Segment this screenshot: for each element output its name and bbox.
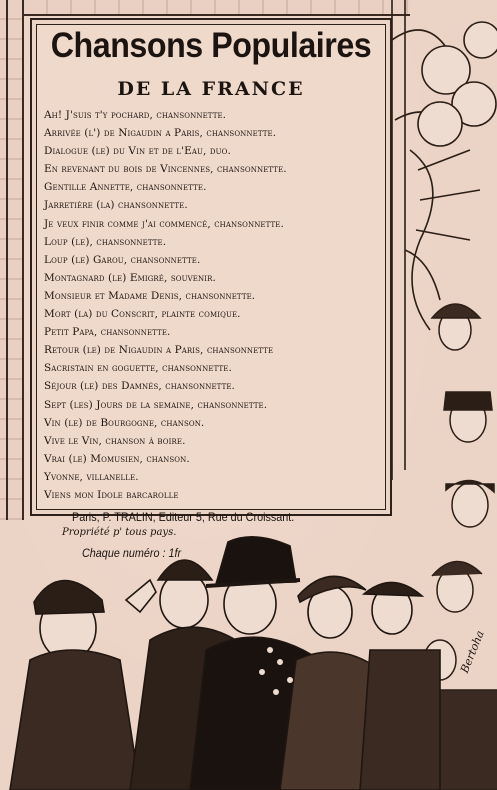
song-item: Gentille Annette, chansonnette. (44, 181, 207, 194)
song-item: Dialogue (le) du Vin et de l'Eau, duo. (44, 145, 231, 158)
song-item: Loup (le) Garou, chansonnette. (44, 253, 201, 266)
song-item: Loup (le), chansonnette. (44, 235, 167, 248)
song-item: Sacristain en goguette, chansonnette. (44, 362, 232, 375)
crowd-people-bottom (10, 537, 440, 790)
song-item: Monsieur et Madame Denis, chansonnette. (44, 289, 256, 302)
song-item: Vin (le) de Bourgogne, chanson. (44, 416, 205, 429)
song-item: Ah! J'suis t'y pochard, chansonnette. (44, 109, 227, 121)
song-item: Séjour (le) des Damnés, chansonnette. (44, 380, 235, 393)
song-item: Mort (la) du Conscrit, plainte comique. (44, 308, 241, 321)
song-item: Yvonne, villanelle. (44, 470, 139, 483)
song-item: Sept (les) Jours de la semaine, chansonnette. (44, 398, 268, 411)
song-item: En revenant du bois de Vincennes, chansonnette. (44, 163, 287, 176)
price-label: Chaque numéro : 1fr (82, 546, 182, 560)
song-item: Arrivée (l') de Nigaudin a Paris, chansonnette. (44, 127, 277, 140)
page-title: Chansons Populaires (50, 26, 372, 65)
page-subtitle: DE LA FRANCE (117, 78, 305, 100)
song-item: Retour (le) de Nigaudin a Paris, chansonnette (44, 344, 274, 357)
artist-signature: Bertoha (458, 628, 487, 675)
song-item: Vrai (le) Momusien, chanson. (44, 452, 190, 465)
rights-notice: Propriété p' tous pays. (62, 527, 177, 538)
song-item: Je veux finir comme j'ai commencé, chansonnette. (44, 217, 284, 230)
song-item: Vive le Vin, chanson à boire. (44, 434, 186, 447)
song-list (44, 106, 389, 504)
song-item: Viens mon Idole barcarolle (44, 488, 179, 501)
song-item: Petit Papa, chansonnette. (44, 326, 171, 339)
song-item: Montagnard (le) Emigré, souvenir. (44, 271, 216, 284)
song-item: Jarretière (la) chansonnette. (44, 199, 188, 212)
publisher-imprint: Paris, P. TRALIN, Editeur 5, Rue du Croissant. (72, 510, 295, 524)
